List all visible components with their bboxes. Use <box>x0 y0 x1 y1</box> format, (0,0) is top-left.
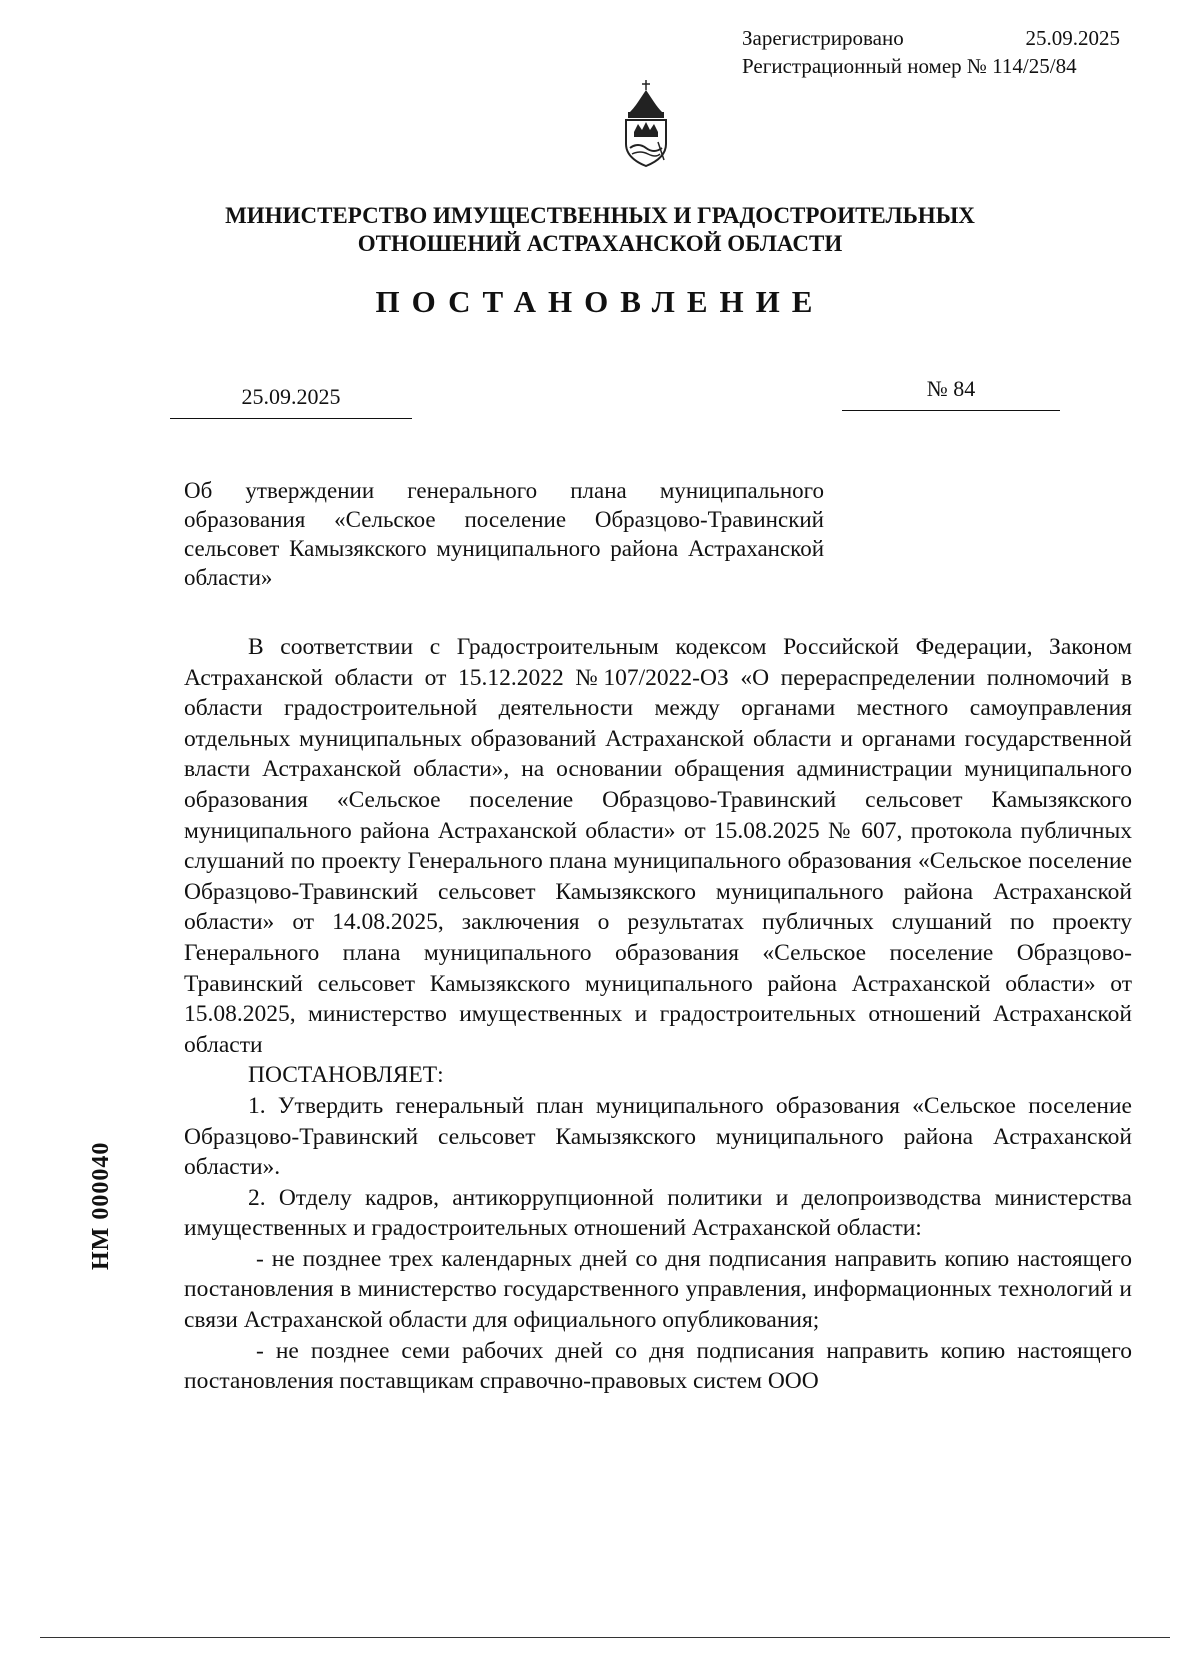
item-2-paragraph: 2. Отделу кадров, антикоррупционной политики и делопроизводства министерства имущественных и градостроительных отношений Астраханской области: <box>184 1184 1132 1242</box>
registration-number: Регистрационный номер № 114/25/84 <box>742 54 1077 78</box>
preamble-paragraph: В соответствии с Градостроительным кодексом Российской Федерации, Законом Астраханской области от 15.12.2022 №107/2022-ОЗ «О перераспределении полномочий в области градостроительной деятельности между органами местного самоуправления отдельных муниципальных образований Астраханской области и органами государственной власти Астраханской области», на основании обращения администрации муниципального образования «Сельское поселение Образцово-Травинский сельсовет Камызякского муниципального района Астраханской области» от 15.08.2025 № 607, протокола публичных слушаний по проекту Генерального плана муниципального образования «Сельское поселение Образцово-Травинский сельсовет Камызякского муниципального района Астраханской области» от 14.08.2025, заключения о результатах публичных слушаний по проекту Генерального плана муниципального образования «Сельское поселение Образцово-Травинский сельсовет Камызякского муниципального района Астраханской области» от 15.08.2025, министерство имущественных и градостроительных отношений Астраханской области <box>184 634 1132 1058</box>
page-bottom-edge <box>40 1637 1170 1638</box>
ministry-line-1: МИНИСТЕРСТВО ИМУЩЕСТВЕННЫХ И ГРАДОСТРОИТЕЛЬНЫХ <box>225 203 975 228</box>
decree-word: ПОСТАНОВЛЯЕТ: <box>248 1062 444 1089</box>
side-stamp <box>88 1141 114 1271</box>
item-1-paragraph: 1. Утвердить генеральный план муниципального образования «Сельское поселение Образцово-Травинский сельсовет Камызякского муниципального района Астраханской области». <box>184 1092 1132 1181</box>
side-stamp-text: НМ 000040 <box>88 1141 114 1270</box>
astrakhan-coat-of-arms-icon <box>618 78 674 170</box>
registration-block <box>742 24 1120 80</box>
document-body <box>184 632 1132 1397</box>
bullet-2-paragraph: - не позднее семи рабочих дней со дня подписания направить копию настоящего постановления поставщикам справочно-правовых систем ООО <box>184 1337 1132 1395</box>
registration-label: Зарегистрировано <box>742 26 904 50</box>
document-type-title: ПОСТАНОВЛЕНИЕ <box>375 284 825 319</box>
document-number: № 84 <box>842 376 1060 411</box>
ministry-line-2: ОТНОШЕНИЙ АСТРАХАНСКОЙ ОБЛАСТИ <box>357 231 843 256</box>
document-subject: Об утверждении генерального плана муниципального образования «Сельское поселение Образцово-Травинский сельсовет Камызякского муниципального района Астраханской области» <box>184 478 824 590</box>
bullet-1-paragraph: - не позднее трех календарных дней со дня подписания направить копию настоящего постановления в министерство государственного управления, информационных технологий и связи Астраханской области для официального опубликования; <box>184 1245 1132 1334</box>
ministry-name <box>140 202 1060 258</box>
document-date: 25.09.2025 <box>170 384 412 419</box>
registration-date: 25.09.2025 <box>1025 26 1120 50</box>
